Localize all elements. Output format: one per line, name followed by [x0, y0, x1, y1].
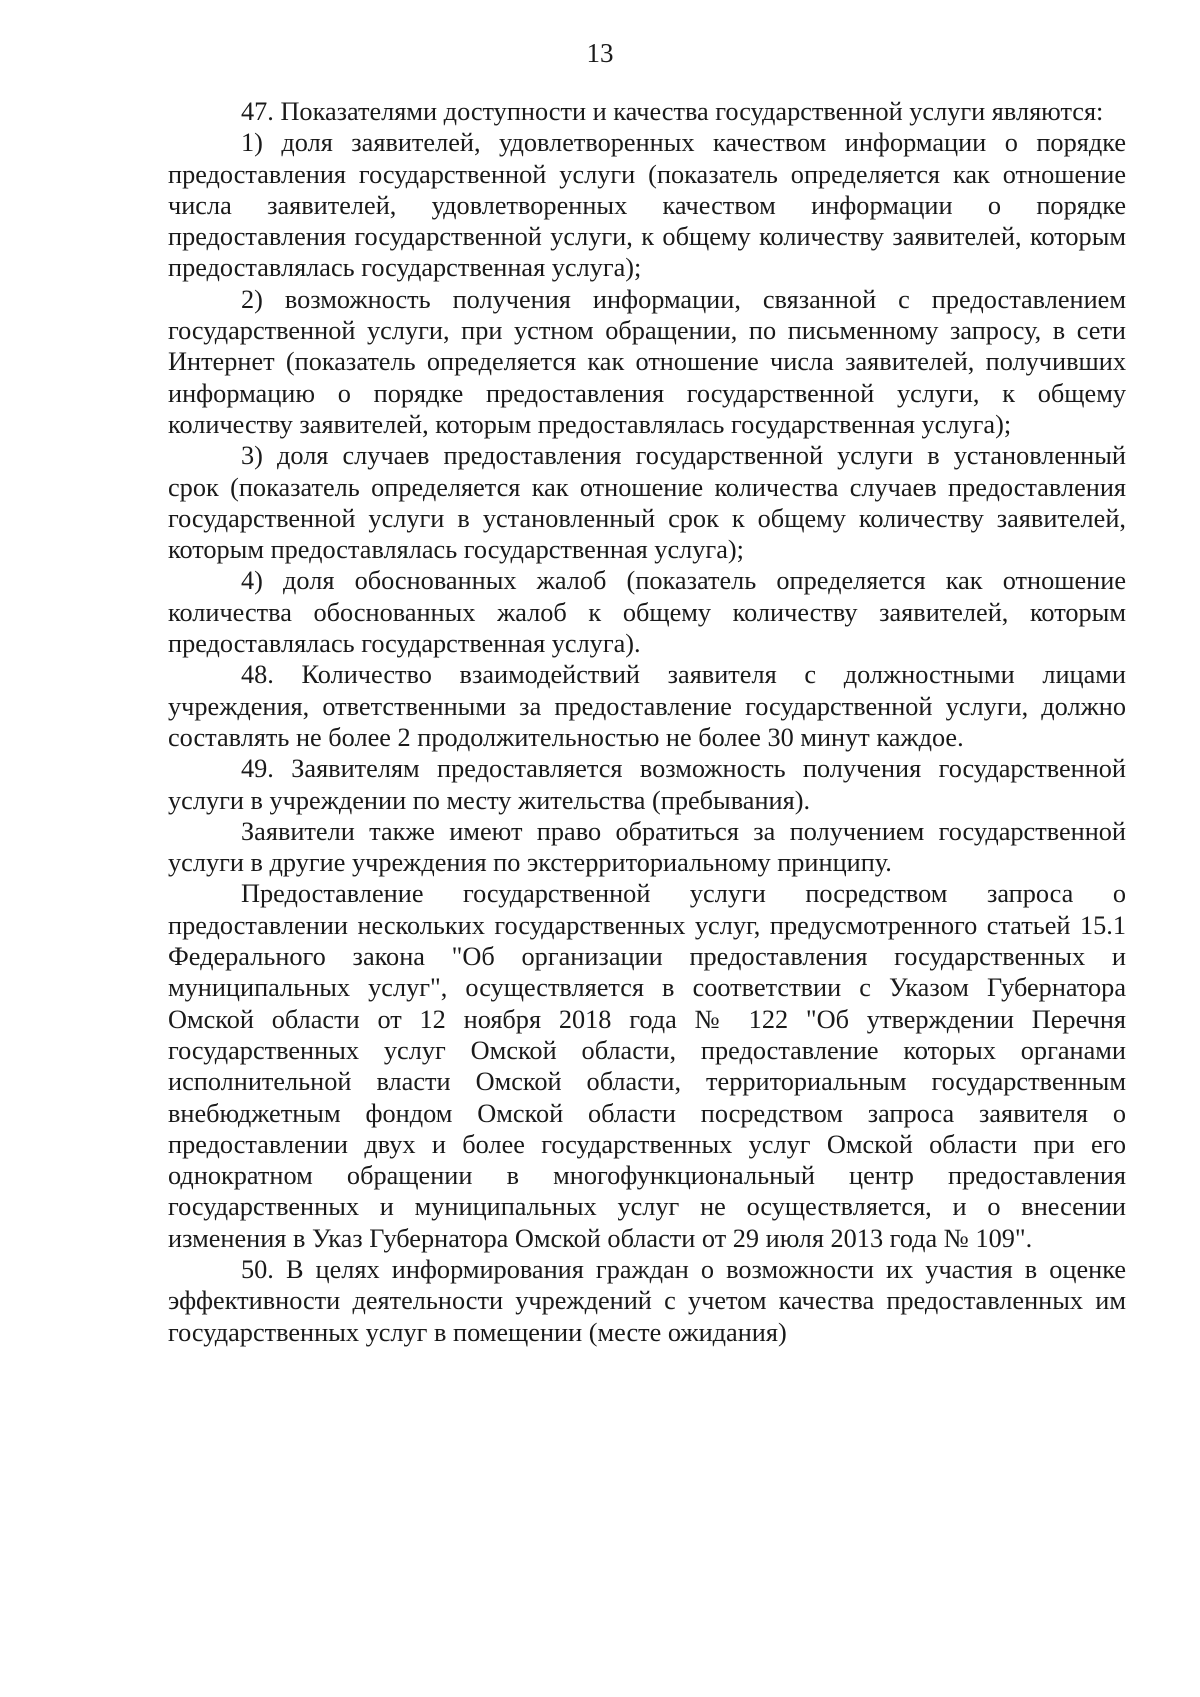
paragraph-47-item-4: 4) доля обоснованных жалоб (показатель определяется как отношение количества обоснованных жалоб к общему количеству заявителей, которым предоставлялась государственная услуга). — [168, 566, 1126, 659]
paragraph-49: 49. Заявителям предоставляется возможность получения государственной услуги в учреждении по месту жительства (пребывания). — [168, 754, 1126, 815]
document-body — [168, 96, 1126, 1348]
paragraph-47-item-1: 1) доля заявителей, удовлетворенных качеством информации о порядке предоставления государственной услуги (показатель определяется как отношение числа заявителей, удовлетворенных качеством информации о порядке предоставления государственной услуги, к общему количеству заявителей, которым предоставлялась государственная услуга); — [168, 128, 1126, 283]
paragraph-49-extraterritorial: Заявители также имеют право обратиться за получением государственной услуги в другие учреждения по экстерриториальному принципу. — [168, 816, 1126, 878]
paragraph-47: 47. Показателями доступности и качества государственной услуги являются: — [241, 97, 1104, 126]
paragraph-50: 50. В целях информирования граждан о возможности их участия в оценке эффективности деятельности учреждений с учетом качества предоставленных им государственных услуг в помещении (месте ожидания) — [168, 1254, 1126, 1347]
paragraph-48: 48. Количество взаимодействий заявителя с должностными лицами учреждения, ответственными за предоставление государственной услуги, должно составлять не более 2 продолжительностью не более 30 минут каждое. — [168, 660, 1126, 752]
page-number: 13 — [586, 38, 614, 68]
paragraph-47-item-3: 3) доля случаев предоставления государственной услуги в установленный срок (показатель определяется как отношение количества случаев предоставления государственной услуги в установленный срок к общему количеству заявителей, которым предоставлялась государственная услуга); — [168, 441, 1126, 565]
paragraph-49-complex-request: Предоставление государственной услуги посредством запроса о предоставлении нескольких государственных услуг, предусмотренного статьей 15.1 Федерального закона "Об организации предоставления государственных и муниципальных услуг", осуществляется в соответствии с Указом Губернатора Омской области от 12 ноября 2018 года № 122 "Об утверждении Перечня государственных услуг Омской области, предоставление которых органами исполнительной власти Омской области, территориальным государственным внебюджетным фондом Омской области посредством запроса заявителя о предоставлении двух и более государственных услуг Омской области при его однократном обращении в многофункциональный центр предоставления государственных и муниципальных услуг не осуществляется, и о внесении изменения в Указ Губернатора Омской области от 29 июля 2013 года № 109". — [168, 879, 1126, 1253]
paragraph-47-item-2: 2) возможность получения информации, связанной с предоставлением государственной услуги, при устном обращении, по письменному запросу, в сети Интернет (показатель определяется как отношение числа заявителей, получивших информацию о порядке предоставления государственной услуги, к общему количеству заявителей, которым предоставлялась государственная услуга); — [168, 284, 1126, 439]
